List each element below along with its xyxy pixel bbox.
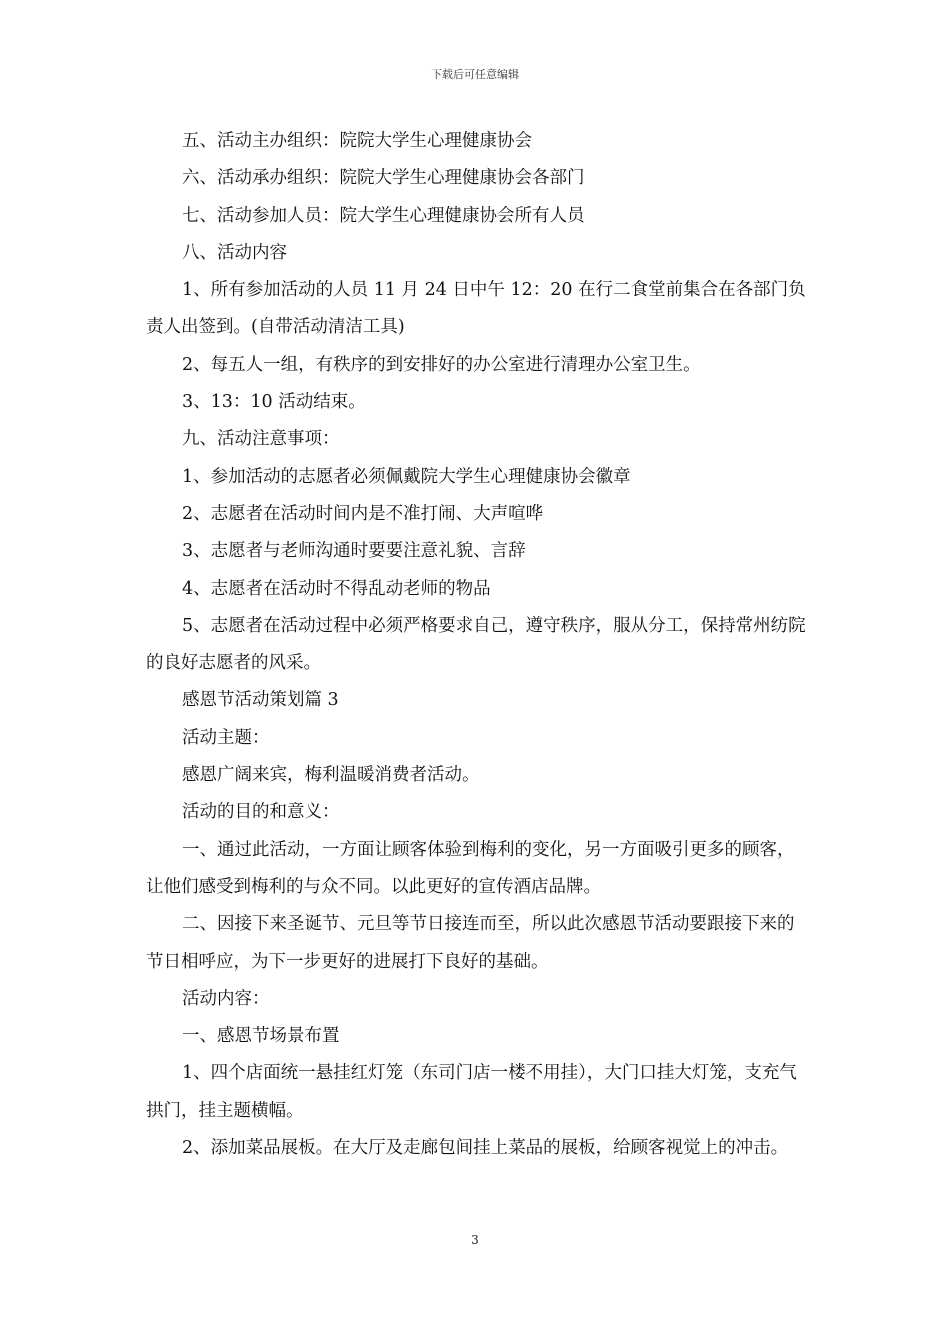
paragraph: 3、13：10 活动结束。: [182, 392, 366, 413]
paragraph: 二、因接下来圣诞节、元旦等节日接连而至，所以此次感恩节活动要跟接下来的节日相呼应，为下一步更好的进展打下良好的基础。: [146, 914, 795, 972]
paragraph: 2、志愿者在活动时间内是不准打闹、大声喧哗: [182, 503, 544, 524]
paragraph: 六、活动承办组织：院院大学生心理健康协会各部门: [182, 168, 585, 189]
paragraph: 一、通过此活动，一方面让顾客体验到梅利的变化，另一方面吸引更多的顾客，让他们感受到梅利的与众不同。以此更好的宣传酒店品牌。: [146, 839, 795, 897]
paragraph: 五、活动主办组织：院院大学生心理健康协会: [182, 131, 532, 151]
section-heading: 活动主题：: [182, 727, 270, 748]
section-heading: 活动内容：: [182, 988, 270, 1009]
document-body: [146, 123, 806, 1167]
section-heading: 一、感恩节场景布置: [182, 1026, 340, 1047]
paragraph: 2、添加菜品展板。在大厅及走廊包间挂上菜品的展板，给顾客视觉上的冲击。: [182, 1138, 789, 1159]
paragraph: 4、志愿者在活动时不得乱动老师的物品: [182, 578, 491, 599]
page-number: 3: [471, 1233, 479, 1247]
paragraph: 七、活动参加人员：院大学生心理健康协会所有人员: [182, 205, 585, 226]
paragraph: 1、所有参加活动的人员 11 月 24 日中午 12：20 在行二食堂前集合在各部门负责人出签到。(自带活动清洁工具): [146, 280, 806, 338]
section-heading: 八、活动内容: [182, 242, 287, 263]
section-title: 感恩节活动策划篇 3: [182, 690, 339, 711]
paragraph: 1、参加活动的志愿者必须佩戴院大学生心理健康协会徽章: [182, 466, 631, 487]
section-heading: 九、活动注意事项：: [182, 429, 340, 450]
section-heading: 活动的目的和意义：: [182, 802, 340, 823]
paragraph: 2、每五人一组，有秩序的到安排好的办公室进行清理办公室卫生。: [182, 354, 701, 375]
page-header: 下载后可任意编辑: [431, 68, 519, 81]
paragraph: 3、志愿者与老师沟通时要要注意礼貌、言辞: [182, 541, 526, 562]
paragraph: 感恩广阔来宾，梅利温暖消费者活动。: [182, 765, 480, 786]
paragraph: 1、四个店面统一悬挂红灯笼（东司门店一楼不用挂），大门口挂大灯笼，支充气拱门，挂主题横幅。: [146, 1063, 797, 1121]
paragraph: 5、志愿者在活动过程中必须严格要求自己，遵守秩序，服从分工，保持常州纺院的良好志愿者的风采。: [146, 615, 806, 674]
